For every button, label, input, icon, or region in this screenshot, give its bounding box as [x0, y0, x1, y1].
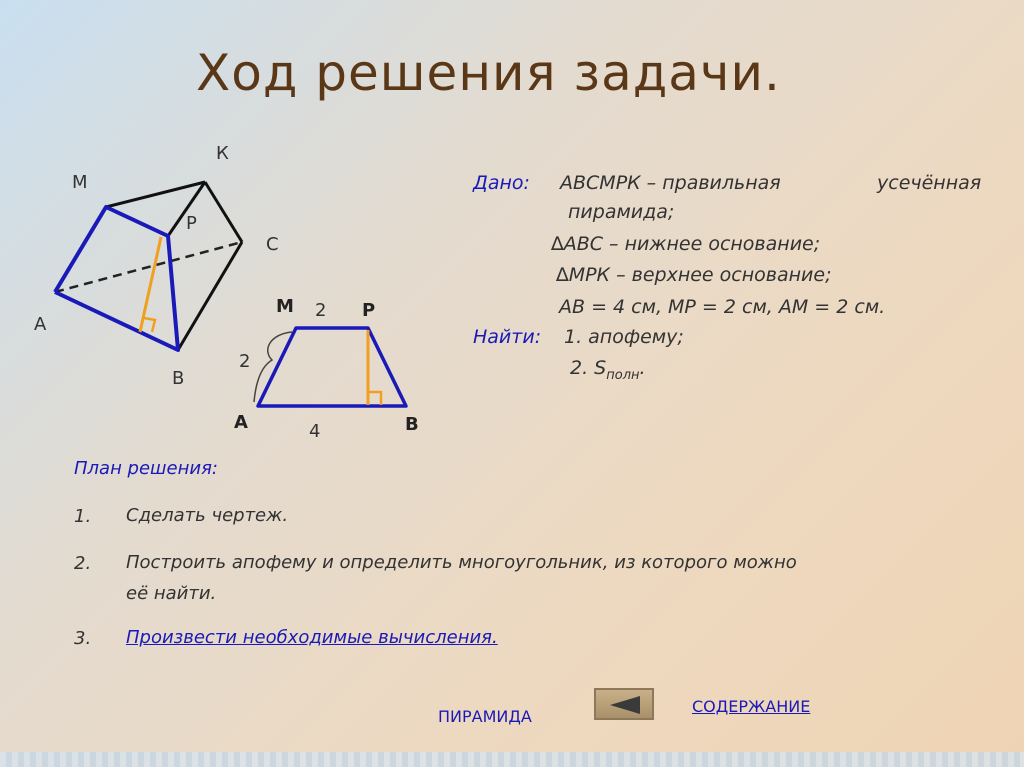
plan-heading: План решения: [74, 458, 218, 479]
edge-cb [178, 242, 242, 350]
bottom-length-label: 4 [309, 421, 321, 442]
trapezoid-figure [234, 296, 419, 442]
vertex-label-c: С [266, 234, 279, 255]
plan-step-3-wrapper [126, 622, 826, 653]
plan-step-1-num: 1. [74, 506, 92, 527]
vertex-label-p: Р [186, 213, 197, 234]
find-label: Найти: [473, 326, 542, 348]
calculations-link[interactable]: Произвести необходимые вычисления. [126, 627, 498, 648]
given-line-3: ∆АВС – нижнее основание; [551, 233, 821, 255]
vertex-label-m: М [72, 172, 88, 193]
given-line-1: АВСМРК – правильная [560, 172, 781, 194]
vertex-label-b: В [172, 368, 185, 389]
trapezoid-label-p: Р [362, 300, 376, 321]
pyramid-nav-link[interactable]: ПИРАМИДА [438, 707, 532, 726]
edge-kc [205, 182, 242, 242]
left-arrow-icon [608, 695, 642, 715]
plan-step-2-text: Построить апофему и определить многоугольник, из которого можно её найти. [126, 552, 797, 604]
given-line-4: ∆МРК – верхнее основание; [556, 264, 832, 286]
given-line-5: АВ = 4 см, МР = 2 см, АМ = 2 см. [559, 296, 886, 318]
plan-step-3-num: 3. [74, 628, 92, 649]
trapezoid-label-b: В [405, 414, 419, 435]
find-item-2: 2. $S_{полн}$. [570, 357, 646, 383]
vertex-label-a: А [34, 314, 47, 335]
trapezoid-ampb [258, 328, 406, 406]
trapezoid-label-m: М [276, 296, 294, 317]
back-button[interactable] [594, 688, 654, 720]
apothem-line-3d [140, 237, 161, 332]
hidden-edge-ac [55, 242, 242, 292]
right-angle-mark-3d [144, 318, 155, 332]
given-line-2: пирамида; [568, 201, 675, 223]
contents-nav-link[interactable]: СОДЕРЖАНИЕ [692, 697, 811, 716]
given-line-1-end: усечённая [877, 172, 982, 194]
right-angle-mark-trapezoid [368, 392, 381, 405]
top-length-label: 2 [315, 300, 327, 321]
face-ampb [55, 207, 178, 350]
plan-step-2-num: 2. [74, 553, 92, 574]
given-label: Дано: [473, 172, 530, 194]
vertex-label-k: К [216, 143, 229, 164]
trapezoid-label-a: А [234, 412, 248, 433]
decorative-bottom-strip [0, 752, 1024, 767]
side-brace [254, 332, 292, 402]
find-item-1: 1. апофему; [564, 326, 684, 348]
plan-step-1-text: Сделать чертеж. [126, 505, 289, 526]
side-length-label: 2 [239, 351, 251, 372]
page-title: Ход решения задачи. [196, 44, 781, 102]
